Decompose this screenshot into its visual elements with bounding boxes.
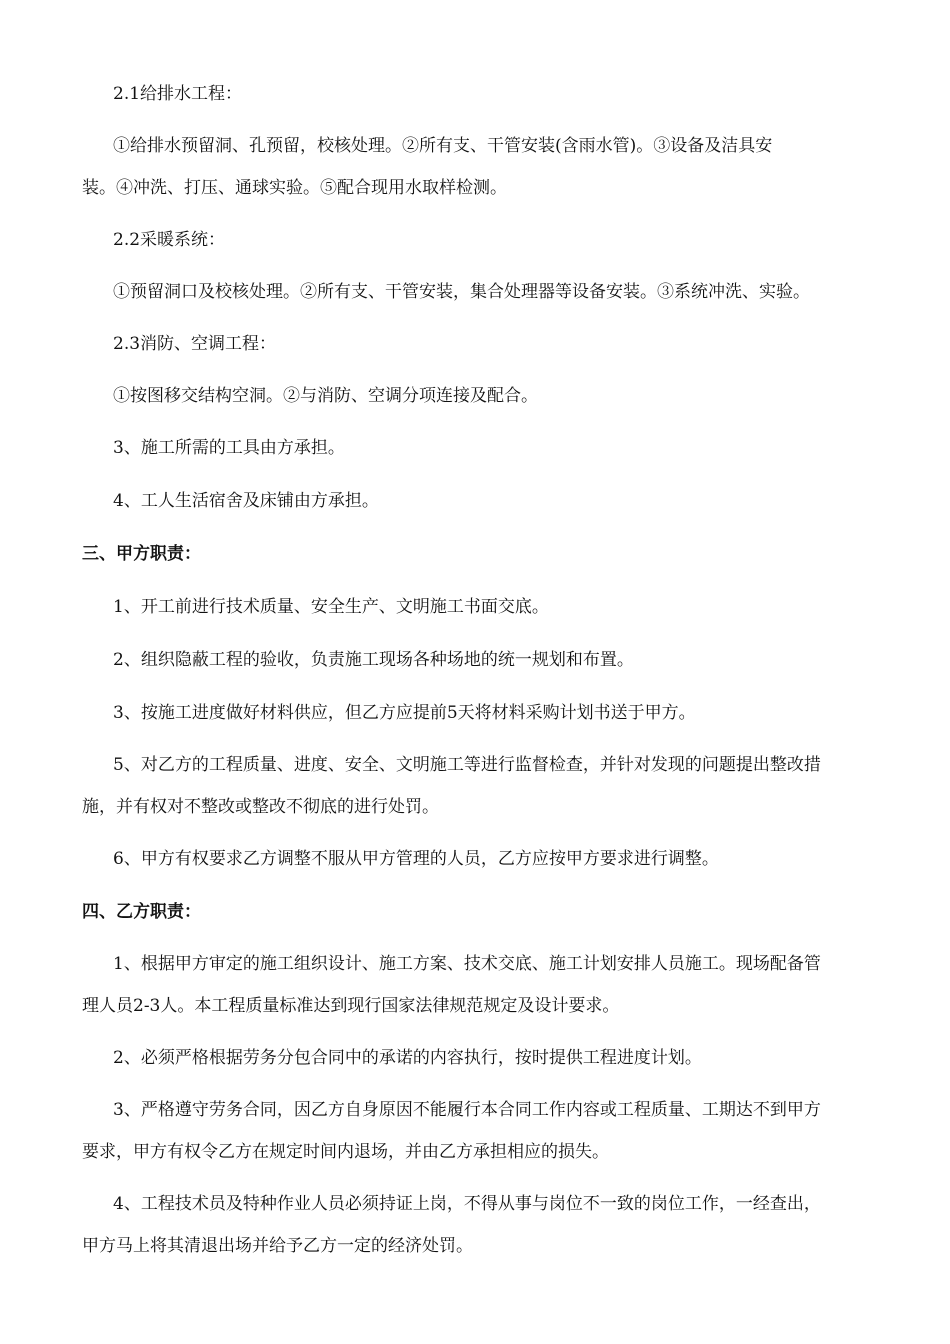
section-2-2-text: ①预留洞口及校核处理。②所有支、干管安装，集合处理器等设备安装。③系统冲洗、实验。 bbox=[113, 282, 810, 302]
clause-3-tools: 3、施工所需的工具由方承担。 bbox=[113, 438, 345, 458]
party-a-duty-5-line-2: 施，并有权对不整改或整改不彻底的进行处罚。 bbox=[82, 797, 439, 817]
party-a-duty-5-line-1: 5、对乙方的工程质量、进度、安全、文明施工等进行监督检查，并针对发现的问题提出整改措 bbox=[113, 755, 821, 775]
party-a-duty-3: 3、按施工进度做好材料供应，但乙方应提前5天将材料采购计划书送于甲方。 bbox=[113, 703, 696, 723]
party-b-duty-3-line-1: 3、严格遵守劳务合同，因乙方自身原因不能履行本合同工作内容或工程质量、工期达不到甲方 bbox=[113, 1100, 821, 1120]
party-b-duty-1-line-1: 1、根据甲方审定的施工组织设计、施工方案、技术交底、施工计划安排人员施工。现场配备管 bbox=[113, 954, 821, 974]
section-2-2-title: 2.2采暖系统： bbox=[113, 230, 226, 250]
section-2-3-text: ①按图移交结构空洞。②与消防、空调分项连接及配合。 bbox=[113, 386, 538, 406]
section-2-3-title: 2.3消防、空调工程： bbox=[113, 334, 277, 354]
party-b-duty-1-line-2: 理人员2-3人。本工程质量标准达到现行国家法律规范规定及设计要求。 bbox=[82, 996, 620, 1016]
party-b-duty-4-line-2: 甲方马上将其清退出场并给予乙方一定的经济处罚。 bbox=[82, 1236, 473, 1256]
party-b-duty-2: 2、必须严格根据劳务分包合同中的承诺的内容执行，按时提供工程进度计划。 bbox=[113, 1048, 702, 1068]
party-a-duty-2: 2、组织隐蔽工程的验收，负责施工现场各种场地的统一规划和布置。 bbox=[113, 650, 634, 670]
section-2-1-text-line-2: 装。④冲洗、打压、通球实验。⑤配合现用水取样检测。 bbox=[82, 178, 507, 198]
party-a-duties-heading: 三、甲方职责： bbox=[82, 544, 201, 564]
section-2-1-text-line-1: ①给排水预留洞、孔预留，校核处理。②所有支、干管安装(含雨水管)。③设备及洁具安 bbox=[113, 136, 773, 156]
party-b-duty-3-line-2: 要求，甲方有权令乙方在规定时间内退场，并由乙方承担相应的损失。 bbox=[82, 1142, 609, 1162]
party-a-duty-1: 1、开工前进行技术质量、安全生产、文明施工书面交底。 bbox=[113, 597, 549, 617]
section-2-1-title: 2.1给排水工程： bbox=[113, 84, 243, 104]
party-b-duties-heading: 四、乙方职责： bbox=[82, 902, 201, 922]
party-a-duty-6: 6、甲方有权要求乙方调整不服从甲方管理的人员，乙方应按甲方要求进行调整。 bbox=[113, 849, 719, 869]
clause-4-dormitory: 4、工人生活宿舍及床铺由方承担。 bbox=[113, 491, 379, 511]
party-b-duty-4-line-1: 4、工程技术员及特种作业人员必须持证上岗，不得从事与岗位不一致的岗位工作，一经查出， bbox=[113, 1194, 821, 1214]
